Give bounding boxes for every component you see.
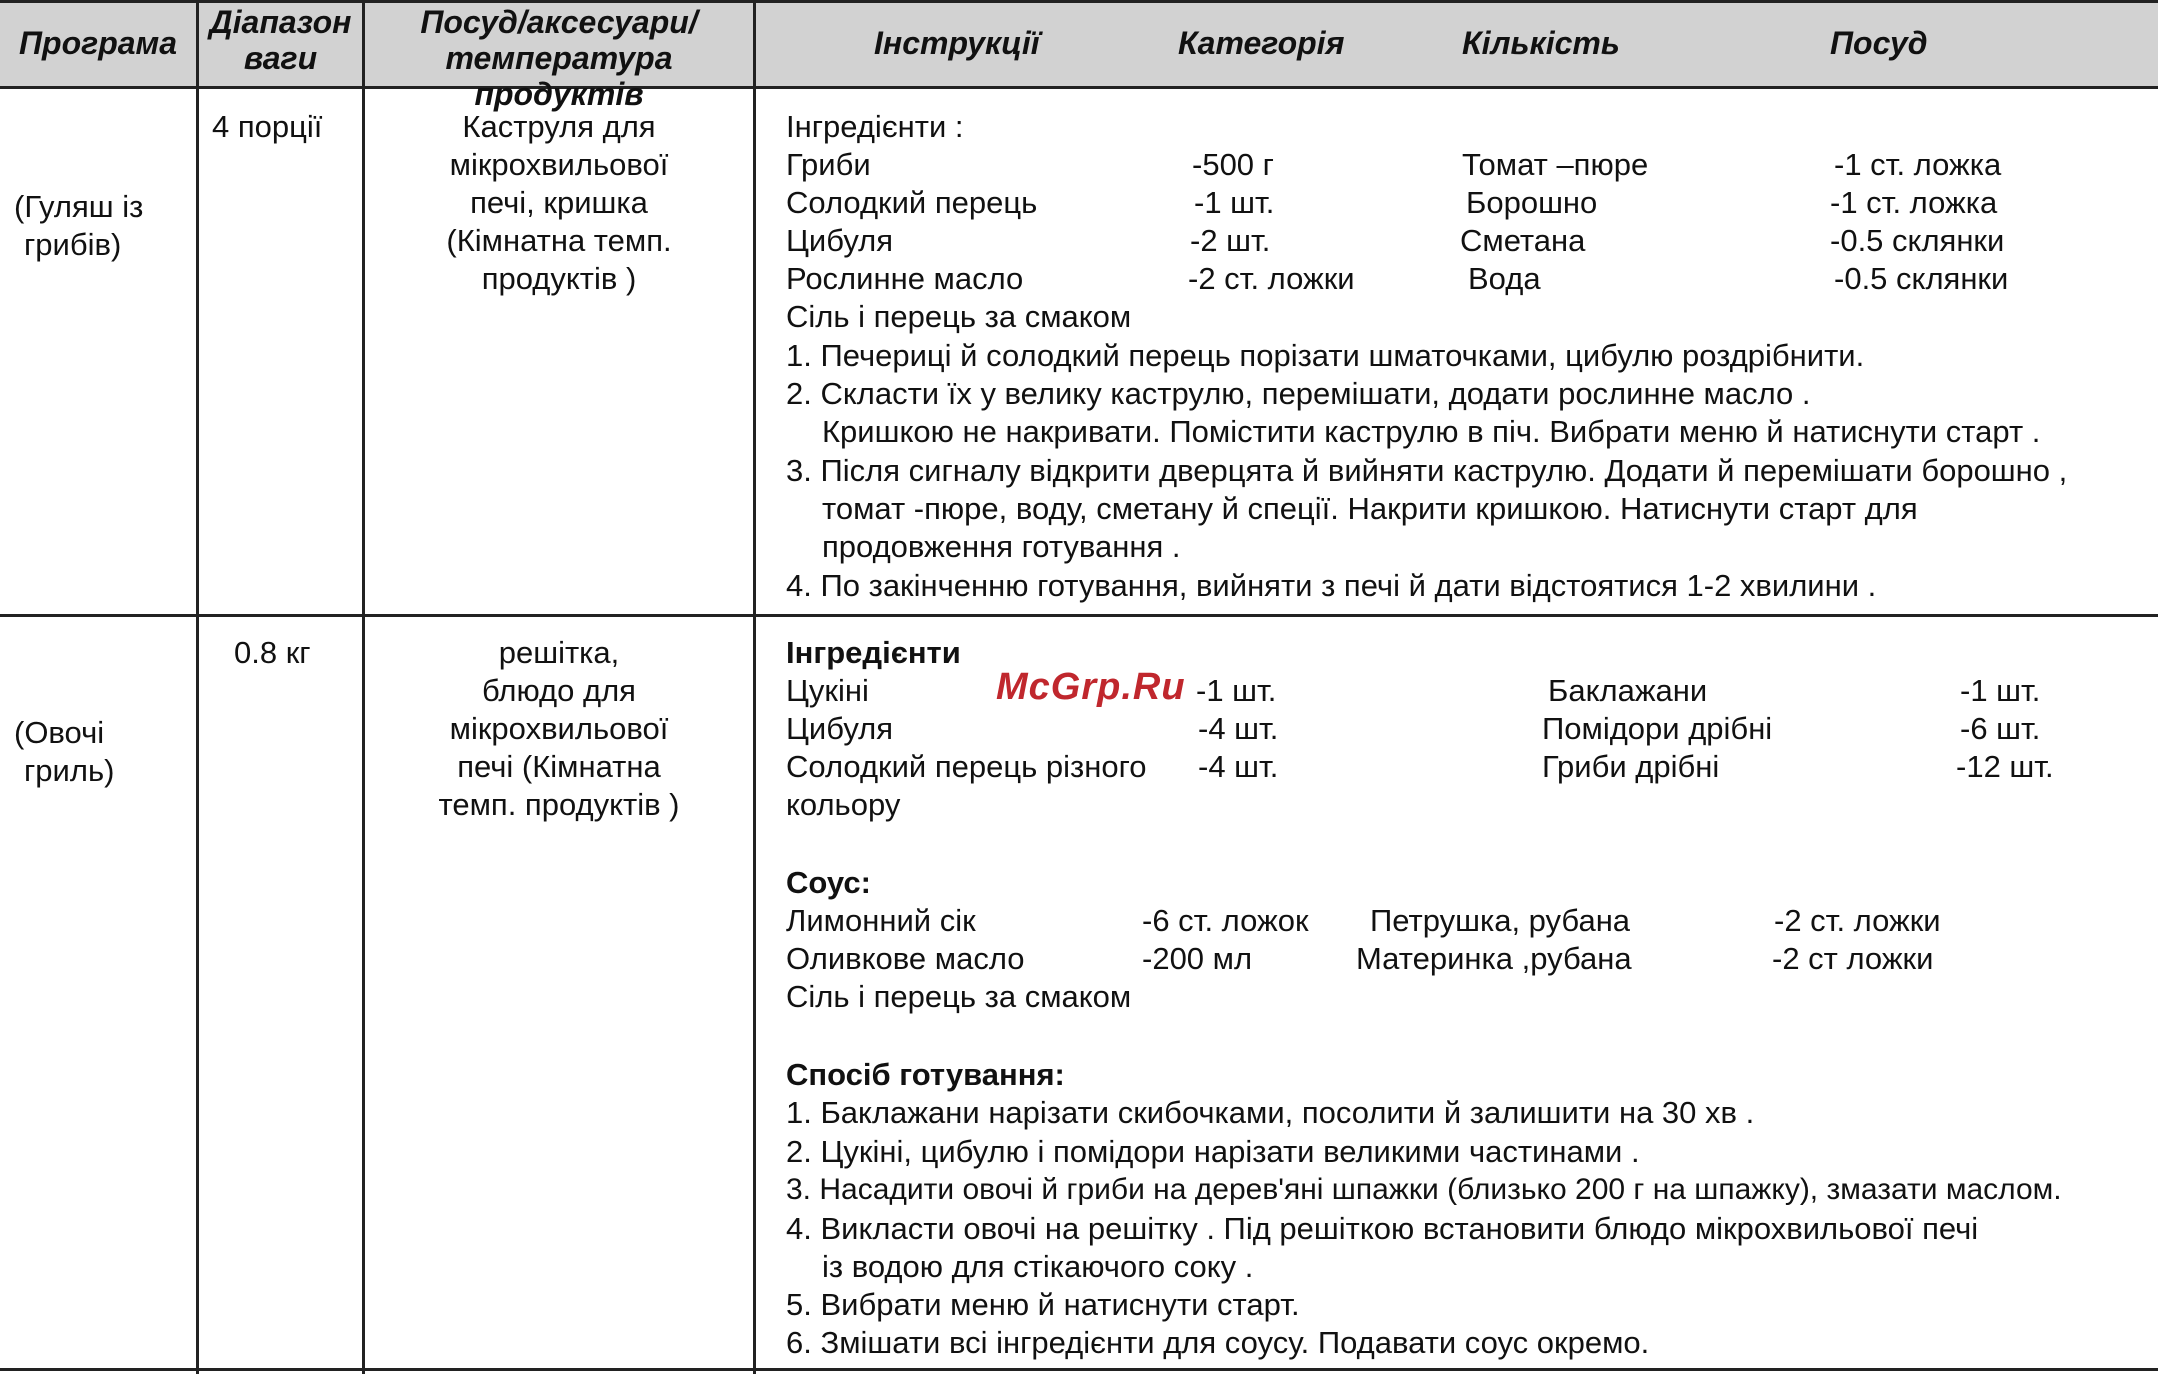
- header-weight-line1: Діапазон: [209, 4, 352, 40]
- row1-step: 4. По закінченню готування, вийняти з печі й дати відстоятися 1-2 хвилини .: [786, 568, 1877, 603]
- row1-step: томат -пюре, воду, сметану й спеції. Накрити кришкою. Натиснути старт для: [822, 491, 1918, 526]
- header-weight-range: [199, 4, 362, 76]
- rule-row-divider: [0, 614, 2158, 617]
- row1-program-line2: грибів): [24, 227, 122, 262]
- col-divider-1: [196, 0, 199, 1374]
- row1-ingredients-title: Інгредієнти :: [786, 109, 964, 144]
- row1-dish-line: продуктів ): [481, 261, 637, 296]
- row2-dish-line: темп. продуктів ): [438, 787, 680, 822]
- row2-step: 3. Насадити овочі й гриби на дерев'яні шпажки (близько 200 г на шпажку), змазати маслом.: [786, 1173, 2062, 1206]
- row2-sauce-name: Оливкове масло: [786, 941, 1025, 976]
- row1-step: продовження готування .: [822, 529, 1181, 564]
- header-weight-line2: ваги: [243, 40, 318, 76]
- row2-ingredient-qty: -4 шт.: [1198, 749, 1279, 784]
- row2-ingredient-name2: Баклажани: [1548, 673, 1708, 708]
- header-dish: Посуд: [1830, 25, 1928, 61]
- row2-dish-line: мікрохвильової: [449, 711, 669, 746]
- col-divider-3: [753, 0, 756, 1374]
- row2-salt: Сіль і перець за смаком: [786, 979, 1132, 1014]
- row1-ingredient-name2: Сметана: [1460, 223, 1586, 258]
- row1-dish-line: (Кімнатна темп.: [446, 223, 672, 258]
- row1-dish-line: Каструля для: [462, 109, 656, 144]
- row1-step: 2. Скласти їх у велику каструлю, перемішати, додати рослинне масло .: [786, 376, 1811, 411]
- watermark-logo: McGrp.Ru: [996, 666, 1186, 708]
- rule-header-bottom: [0, 86, 2158, 89]
- row2-sauce-qty: -6 ст. ложок: [1142, 903, 1309, 938]
- row2-ingredient-name: Солодкий перець різного: [786, 749, 1147, 784]
- row2-ingredient-qty2: -12 шт.: [1956, 749, 2054, 784]
- row2-weight: 0.8 кг: [234, 635, 311, 670]
- header-dishware-line2: температура продуктів: [445, 40, 673, 112]
- row2-step: 2. Цукіні, цибулю і помідори нарізати великими частинами .: [786, 1134, 1640, 1169]
- row1-dish-line: мікрохвильової: [449, 147, 669, 182]
- row1-ingredient-qty2: -1 ст. ложка: [1834, 147, 2002, 182]
- row2-step: 5. Вибрати меню й натиснути старт.: [786, 1287, 1300, 1322]
- row1-ingredient-name: Цибуля: [786, 223, 894, 258]
- row2-step: 4. Викласти овочі на решітку . Під решіткою встановити блюдо мікрохвильової печі: [786, 1211, 1979, 1246]
- row2-sauce-name2: Петрушка, рубана: [1370, 903, 1631, 938]
- row2-program-line2: гриль): [24, 753, 115, 788]
- row1-step: Кришкою не накривати. Помістити каструлю в піч. Вибрати меню й натиснути старт .: [822, 414, 2041, 449]
- row1-ingredient-qty: -500 г: [1192, 147, 1274, 182]
- row1-ingredient-name2: Вода: [1468, 261, 1541, 296]
- row1-ingredient-qty2: -0.5 склянки: [1830, 223, 2005, 258]
- row1-dish-line: печі, кришка: [470, 185, 648, 220]
- row1-ingredient-qty: -1 шт.: [1194, 185, 1275, 220]
- row2-ingredient-qty: -4 шт.: [1198, 711, 1279, 746]
- row2-ingredient-cont: кольору: [786, 787, 901, 822]
- row2-ingredient-name: Цукіні: [786, 673, 869, 708]
- row1-ingredient-name2: Томат –пюре: [1462, 147, 1649, 182]
- row2-sauce-title: Соус:: [786, 865, 871, 900]
- row2-ingredient-qty2: -1 шт.: [1960, 673, 2041, 708]
- row2-dish-line: печі (Кімнатна: [457, 749, 661, 784]
- row1-dishware: [365, 108, 753, 298]
- row1-step: 3. Після сигналу відкрити дверцята й вийняти каструлю. Додати й перемішати борошно ,: [786, 453, 2068, 488]
- row2-ingredient-name2: Помідори дрібні: [1542, 711, 1773, 746]
- row2-ingredient-name2: Гриби дрібні: [1542, 749, 1720, 784]
- row1-ingredient-name: Гриби: [786, 147, 871, 182]
- header-instructions: Інструкції: [874, 25, 1040, 61]
- row2-ingredient-name: Цибуля: [786, 711, 894, 746]
- row2-program: [14, 714, 114, 790]
- row2-sauce-name2: Материнка ,рубана: [1356, 941, 1632, 976]
- row1-weight: 4 порції: [212, 109, 323, 144]
- row1-ingredient-qty2: -1 ст. ложка: [1830, 185, 1998, 220]
- row2-dish-line: решітка,: [498, 635, 620, 670]
- row1-program-line1: (Гуляш із: [14, 189, 144, 224]
- header-dishware: [365, 4, 753, 112]
- row1-ingredient-qty2: -0.5 склянки: [1834, 261, 2009, 296]
- row2-sauce-name: Лимонний сік: [786, 903, 976, 938]
- header-category: Категорія: [1178, 25, 1345, 61]
- header-dishware-line1: Посуд/аксесуари/: [420, 4, 698, 40]
- row2-method-title: Спосіб готування:: [786, 1057, 1065, 1092]
- row2-step: 1. Баклажани нарізати скибочками, посолити й залишити на 30 хв .: [786, 1095, 1755, 1130]
- row1-program: [14, 188, 143, 264]
- row1-ingredient-name: Рослинне масло: [786, 261, 1024, 296]
- row2-sauce-qty: -200 мл: [1142, 941, 1253, 976]
- header-quantity: Кількість: [1462, 25, 1620, 61]
- row2-sauce-qty2: -2 ст ложки: [1772, 941, 1934, 976]
- row2-program-line1: (Овочі: [14, 715, 105, 750]
- rule-bottom: [0, 1368, 2158, 1371]
- row2-step: 6. Змішати всі інгредієнти для соусу. Подавати соус окремо.: [786, 1325, 1650, 1360]
- row2-dishware: [365, 634, 753, 824]
- row2-sauce-qty2: -2 ст. ложки: [1774, 903, 1941, 938]
- rule-top: [0, 0, 2158, 3]
- row2-step: із водою для стікаючого соку .: [822, 1249, 1254, 1284]
- row1-ingredient-name: Солодкий перець: [786, 185, 1038, 220]
- row1-step: 1. Печериці й солодкий перець порізати шматочками, цибулю роздрібнити.: [786, 338, 1865, 373]
- header-program: Програма: [19, 25, 177, 61]
- row1-ingredient-qty: -2 ст. ложки: [1188, 261, 1355, 296]
- row1-salt: Сіль і перець за смаком: [786, 299, 1132, 334]
- row1-ingredient-name2: Борошно: [1466, 185, 1598, 220]
- row2-ingredient-qty2: -6 шт.: [1960, 711, 2041, 746]
- row2-ingredient-qty: -1 шт.: [1196, 673, 1277, 708]
- row2-ingredients-title: Інгредієнти: [786, 635, 961, 670]
- row1-ingredient-qty: -2 шт.: [1190, 223, 1271, 258]
- row2-dish-line: блюдо для: [482, 673, 636, 708]
